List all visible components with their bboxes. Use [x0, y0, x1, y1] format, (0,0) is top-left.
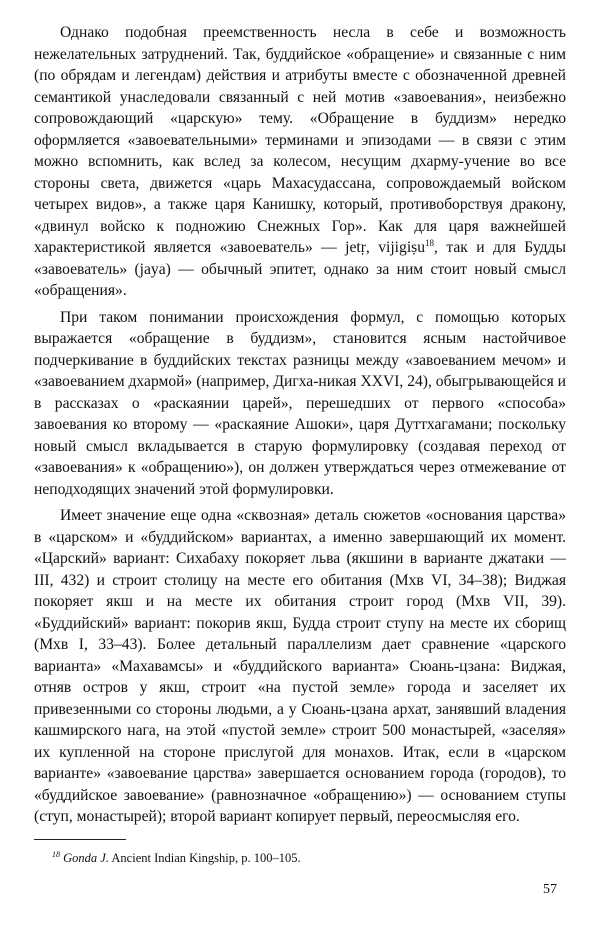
- footnote-author: Gonda J.: [63, 851, 109, 865]
- page-number: 57: [543, 882, 557, 897]
- paragraph-1: Однако подобная преемственность несла в себе и возможность нежелательных затруднений. Так, буддийское «обращение» и связанные с ним (по обрядам и легендам) действия и атрибуты вместе с обозначенной древней семантикой унаследовали связанный с ней мотив «завоевания», неизбежно сопровождающий «царскую» тему. «Обращение в буддизм» нередко оформляется «завоевательными» терминами и эпизодами — в связи с этим можно вспомнить, как вслед за колесом, несущим дхарму-учение во все стороны света, движется «царь Махасудассана, сопровождаемый войском четырех видов», а также царя Канишку, который, противоборствуя дракону, «двинул войско к подножию Снежных Гор». Как для царя важнейшей характеристикой является «завоеватель» — jetṛ, vijigiṣu$^{18}$, так и для Будды «завоеватель» (jaya) — обычный эпитет, однако за ним стоит новый смысл «обращения».: [34, 24, 566, 299]
- footnote-text: Ancient Indian Kingship, p. 100–105.: [111, 851, 301, 865]
- footnote: [52, 850, 552, 866]
- footnote-separator: [34, 839, 126, 840]
- main-text: [34, 22, 566, 833]
- paragraph-2: При таком понимании происхождения формул, с помощью которых выражается «обращение в буддизм», становится ясным настойчивое подчеркивание в буддийских текстах разницы между «завоеванием мечом» и «завоеванием дхармой» (например, Дигха-никая XXVI, 24), обыгрывающейся и в рассказах о «раскаянии царей», перешедших от первого «способа» завоевания ко второму — «раскаяние Ашоки», царя Дуттхагамани; поскольку новый смысл вкладывается в старую формулировку (создавая переход от «завоевания» к «обращению»), он должен утверждаться через отмежевание от неподходящих значений этой формулировки.: [34, 308, 567, 498]
- footnote-ref-18: 18: [425, 237, 435, 248]
- paragraph-3: Имеет значение еще одна «сквозная» деталь сюжетов «основания царства» в «царском» и «буддийском» вариантах, а именно завершающий их момент. «Царский» вариант: Сихабаху покоряет льва (якшини в варианте джатаки — III, 432) и строит столицу на месте его обитания (Мхв VI, 34–38); Виджая покоряет якш и на месте их обитания строит город (Мхв VII, 39). «Буддийский» вариант: покорив якш, Будда строит ступу на месте их сборищ (Мхв I, 33–43). Более детальный параллелизм дает сравнение «царского варианта» «Махавамсы» и «буддийского варианта» Сюань-цзана: Виджая, отняв остров у якш, строит «на пустой земле» города и заселяет их привезенными со стороны людьми, а у Сюань-цзана архат, занявший владения кашмирского нага, на этой «пустой земле» строит 500 монастырей, «заселяя» их купленной на стороне прислугой для монахов. Итак, если в «царском варианте» «завоевание царства» завершается основанием города (городов), то «буддийское завоевание» (равнозначное «обращению») — основанием ступы (ступ, монастырей); второй вариант копирует первый, переосмысляя его.: [34, 507, 566, 825]
- footnote-number: 18: [52, 849, 60, 859]
